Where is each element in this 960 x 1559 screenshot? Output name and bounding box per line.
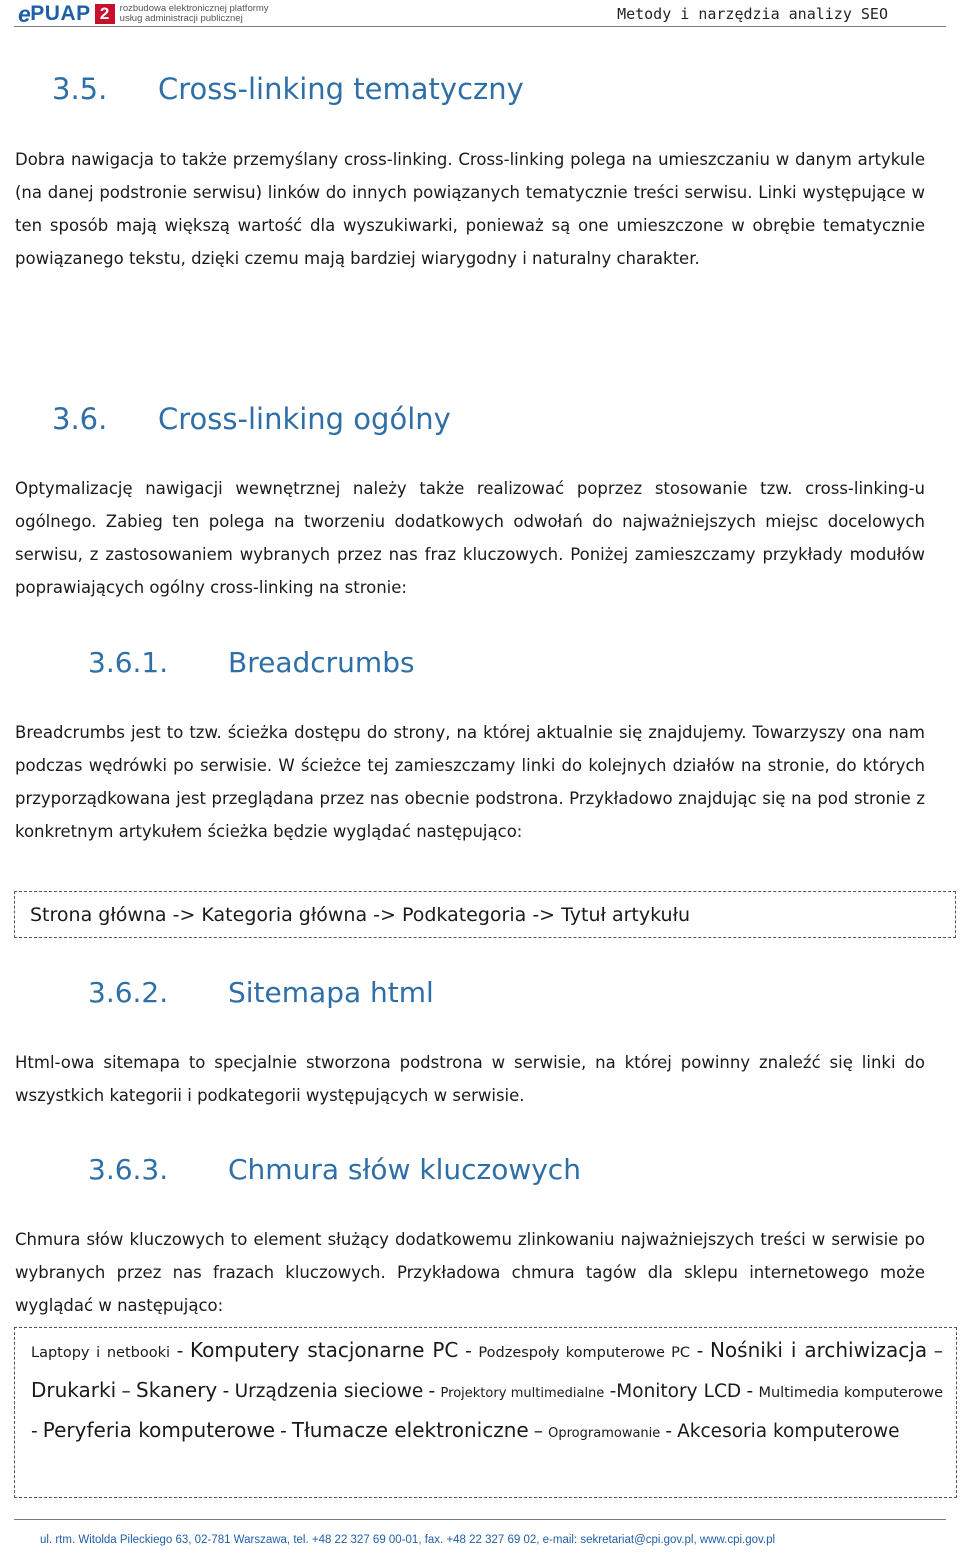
breadcrumb-example-box bbox=[14, 891, 956, 938]
tag-cloud-item: Tłumacze elektroniczne bbox=[291, 1418, 529, 1442]
tag-cloud-separator: – bbox=[121, 1380, 131, 1402]
logo-subtitle-line-2: usług administracji publicznej bbox=[119, 13, 243, 24]
footer-divider bbox=[14, 1519, 946, 1520]
tag-cloud-separator: - bbox=[31, 1421, 38, 1442]
section-number: 3.5. bbox=[52, 72, 108, 106]
breadcrumb-example: Strona główna -> Kategoria główna -> Podkategoria -> Tytuł artykułu bbox=[30, 904, 691, 926]
paragraph-3-6-3: Chmura słów kluczowych to element służący dodatkowemu zlinkowaniu najważniejszych treści w serwisie po wybranych przez nas frazach kluczowych. Przykładowa chmura tagów dla sklepu internetowego może wyglądać w następująco: bbox=[15, 1230, 925, 1315]
header-divider bbox=[14, 26, 946, 27]
page-header bbox=[0, 0, 960, 30]
section-title: Sitemapa html bbox=[228, 976, 434, 1009]
tag-cloud-item: Drukarki bbox=[31, 1377, 117, 1402]
section-title: Chmura słów kluczowych bbox=[228, 1153, 581, 1186]
section-title: Breadcrumbs bbox=[228, 646, 415, 679]
tag-cloud-item: Nośniki i archiwizacja bbox=[709, 1338, 928, 1362]
tag-cloud-separator: - bbox=[465, 1341, 472, 1362]
tag-cloud-item: Projektory multimedialne bbox=[440, 1385, 605, 1401]
tag-cloud-item: -Monitory LCD bbox=[609, 1380, 742, 1402]
tag-cloud-separator: - bbox=[176, 1341, 184, 1362]
section-number: 3.6.2. bbox=[88, 976, 169, 1009]
tag-cloud-separator: - bbox=[665, 1421, 673, 1442]
tag-cloud-separator: - bbox=[222, 1380, 230, 1402]
document-title: Metody i narzędzia analizy SEO bbox=[617, 5, 888, 23]
tag-cloud-item: i bbox=[96, 1345, 101, 1361]
section-title: Cross-linking ogólny bbox=[158, 402, 451, 436]
epuap-logo bbox=[18, 2, 269, 26]
logo-subtitle bbox=[120, 4, 269, 24]
section-number: 3.6.3. bbox=[88, 1153, 169, 1186]
logo-number-badge: 2 bbox=[95, 4, 115, 24]
tag-cloud-separator: - bbox=[428, 1380, 436, 1402]
logo-subtitle-line-1: rozbudowa elektronicznej platformy bbox=[119, 3, 269, 14]
tag-cloud-item: Skanery bbox=[136, 1377, 218, 1402]
logo-puap: PUAP bbox=[30, 2, 91, 25]
tag-cloud-item: Akcesoria komputerowe bbox=[677, 1421, 900, 1442]
tag-cloud-separator: - bbox=[696, 1341, 704, 1362]
tag-cloud-item: Podzespoły komputerowe PC bbox=[478, 1345, 690, 1361]
tag-cloud-item: Laptopy bbox=[31, 1345, 90, 1361]
paragraph-3-6-1: Breadcrumbs jest to tzw. ścieżka dostępu do strony, na której aktualnie się znajdujemy. Towarzyszy ona nam podczas wędrówki po serwisie. W ścieżce tej zamieszczamy linki do kolejnych działów na stronie, do których przyporządkowana jest przeglądana przez nas obecnie podstrona. Przykładowo znajdując się na pod stronie z konkretnym artykułem ścieżka będzie wyglądać następująco: bbox=[15, 723, 925, 841]
paragraph-3-5: Dobra nawigacja to także przemyślany cross-linking. Cross-linking polega na umieszczaniu w danym artykule (na danej podstronie serwisu) linków do innych powiązanych tematycznie treści serwisu. Linki występujące w ten sposób mają większą wartość dla wyszukiwarki, ponieważ są one umieszczone w obrębie tematycznie powiązanego tekstu, dzięki czemu mają bardziej wiarygodny i naturalny charakter. bbox=[15, 150, 925, 268]
tag-cloud-item: Oprogramowanie bbox=[548, 1426, 661, 1441]
paragraph-3-6: Optymalizację nawigacji wewnętrznej należy także realizować poprzez stosowanie tzw. cross-linking-u ogólnego. Zabieg ten polega na tworzeniu dodatkowych odwołań do najważniejszych miejsc docelowych serwisu, z zastosowaniem wybranych przez nas fraz kluczowych. Poniżej zamieszczamy przykłady modułów poprawiających ogólny cross-linking na stronie: bbox=[15, 479, 925, 597]
tag-cloud-box bbox=[14, 1327, 957, 1498]
tag-cloud-separator: - bbox=[280, 1421, 287, 1442]
tag-cloud-item: netbooki bbox=[106, 1345, 171, 1361]
tag-cloud bbox=[31, 1332, 943, 1453]
section-number: 3.6. bbox=[52, 402, 108, 436]
section-title: Cross-linking tematyczny bbox=[158, 72, 524, 106]
logo-e: e bbox=[18, 0, 31, 27]
tag-cloud-item: Komputery stacjonarne PC bbox=[190, 1338, 459, 1362]
tag-cloud-separator: – bbox=[533, 1421, 544, 1442]
paragraph-3-6-2: Html-owa sitemapa to specjalnie stworzona podstrona w serwisie, na której powinny znaleźć się linki do wszystkich kategorii i podkategorii występujących w serwisie. bbox=[15, 1053, 925, 1105]
tag-cloud-separator: – bbox=[933, 1341, 943, 1362]
tag-cloud-item: Multimedia komputerowe bbox=[758, 1384, 944, 1401]
tag-cloud-item: Urządzenia sieciowe bbox=[234, 1380, 424, 1402]
footer-contact: ul. rtm. Witolda Pileckiego 63, 02-781 Warszawa, tel. +48 22 327 69 00-01, fax. +48 22 327 69 02, e-mail: sekretariat@cpi.gov.pl, www.cpi.gov.pl bbox=[40, 1534, 776, 1546]
tag-cloud-separator: - bbox=[746, 1380, 754, 1402]
section-number: 3.6.1. bbox=[88, 646, 169, 679]
tag-cloud-item: Peryferia komputerowe bbox=[42, 1418, 276, 1442]
